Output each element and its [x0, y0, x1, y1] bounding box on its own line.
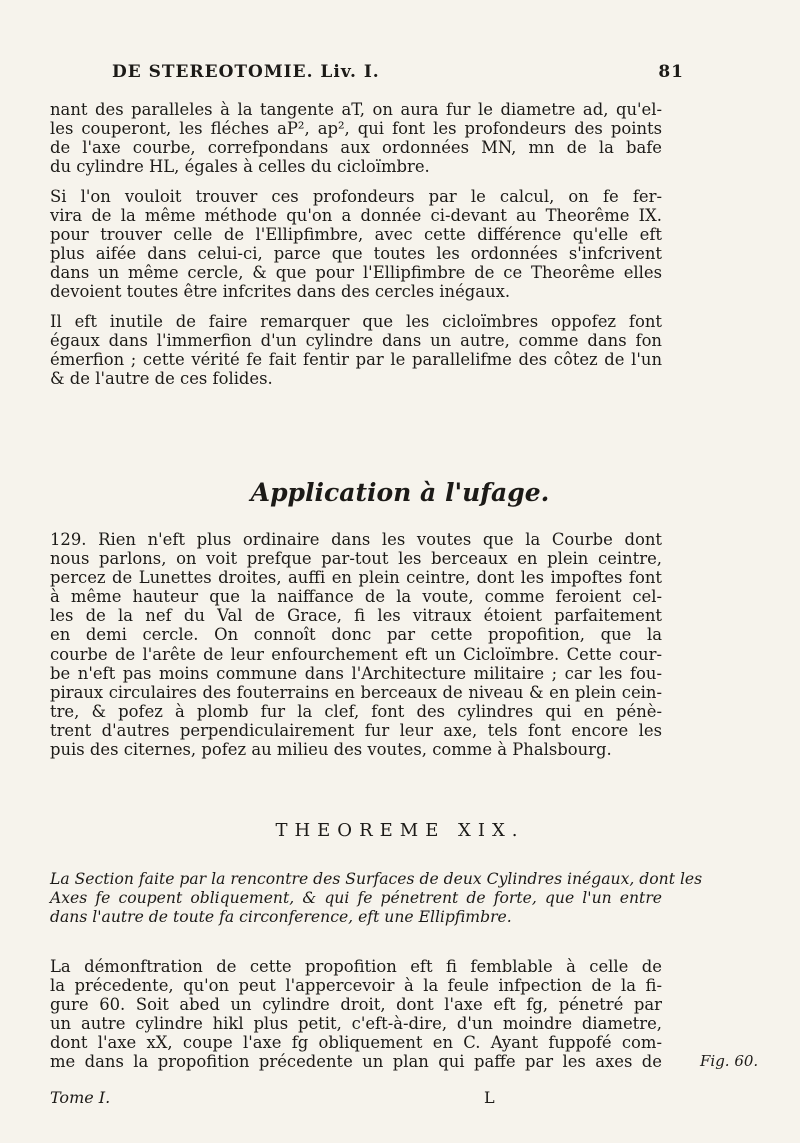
text-line: puis des citernes, pofez au milieu des voutes, comme à Phalsbourg.	[50, 740, 612, 760]
paragraph-continuation	[50, 100, 662, 176]
text-line: courbe de l'arête de leur enfourchement eft un Cicloïmbre. Cette cour-	[50, 644, 662, 664]
text-line: & de l'autre de ces folides.	[50, 369, 273, 389]
text-line: Si l'on vouloit trouver ces profondeurs par le calcul, on fe fer-	[50, 187, 662, 206]
text-line: les de la nef du Val de Grace, fi les vitraux étoient parfaitement	[50, 606, 662, 626]
text-line: du cylindre HL, égales à celles du cicloïmbre.	[50, 157, 430, 177]
text-line: plus aifée dans celui-ci, parce que toutes les ordonnées s'infcrivent	[50, 244, 662, 264]
running-header	[112, 62, 684, 90]
text-line: me dans la propofition précedente un plan qui paffe par les axes de	[50, 1052, 662, 1072]
paragraph-129	[50, 530, 662, 759]
text-line: nant des paralleles à la tangente aT, on aura fur le diametre ad, qu'el-	[50, 100, 662, 119]
text-line: percez de Lunettes droites, auffi en plein ceintre, dont les impoftes font	[50, 568, 662, 588]
text-line: à même hauteur que la naiffance de la voute, comme feroient cel-	[50, 587, 662, 607]
page-number: 81	[658, 62, 684, 82]
text-line: tre, & pofez à plomb fur la clef, font des cylindres qui en pénè-	[50, 701, 662, 721]
text-line: piraux circulaires des fouterrains en berceaux de niveau & en plein cein-	[50, 682, 662, 702]
text-line: 129. Rien n'eft plus ordinaire dans les voutes que la Courbe dont	[50, 530, 662, 549]
text-line: Il eft inutile de faire remarquer que les cicloïmbres oppofez font	[50, 312, 662, 331]
page-footer	[50, 1088, 662, 1108]
text-line: dont l'axe xX, coupe l'axe fg obliquement en C. Ayant fuppofé com-	[50, 1033, 662, 1053]
text-line: émerfion ; cette vérité fe fait fentir par le parallelifme des côtez de l'un	[50, 350, 662, 370]
text-line: dans un même cercle, & que pour l'Ellipfimbre de ce Theorême elles	[50, 263, 662, 283]
signature-mark: L	[484, 1088, 495, 1107]
text-line: un autre cylindre hikl plus petit, c'eft-à-dire, d'un moindre diametre,	[50, 1014, 662, 1034]
text-line: pour trouver celle de l'Ellipfimbre, avec cette différence qu'elle eft	[50, 225, 662, 245]
text-line: en demi cercle. On connoît donc par cette propofition, que la	[50, 625, 662, 645]
text-line: égaux dans l'immerfion d'un cylindre dans un autre, comme dans fon	[50, 331, 662, 351]
paragraph-calcul	[50, 187, 662, 302]
text-line: de l'axe courbe, correfpondans aux ordonnées MN, mn de la bafe	[50, 138, 662, 158]
header-title: DE STEREOTOMIE. Liv. I.	[112, 62, 380, 82]
text-line: les couperont, les fléches aP², ap², qui font les profondeurs des points	[50, 119, 662, 139]
text-line: devoient toutes être infcrites dans des cercles inégaux.	[50, 282, 511, 302]
text-line: trent d'autres perpendiculairement fur leur axe, tels font encore les	[50, 720, 662, 740]
theorem-heading: THEOREME XIX.	[275, 820, 525, 841]
figure-margin-reference: Fig. 60.	[700, 1052, 759, 1070]
paragraph-inutile	[50, 312, 662, 388]
text-line: la précedente, qu'on peut l'appercevoir à la feule infpection de la fi-	[50, 976, 662, 996]
section-title-application: Application à l'ufage.	[250, 478, 550, 507]
text-line: be n'eft pas moins commune dans l'Architecture militaire ; car les fou-	[50, 663, 662, 683]
text-line: vira de la même méthode qu'on a donnée ci-devant au Theorême IX.	[50, 206, 662, 226]
theorem-statement	[50, 870, 703, 927]
tome-label: Tome I.	[50, 1088, 111, 1107]
text-line: La démonftration de cette propofition eft fi femblable à celle de	[50, 957, 662, 976]
text-line: nous parlons, on voit prefque par-tout les berceaux en plein ceintre,	[50, 549, 662, 569]
text-line: Axes fe coupent obliquement, & qui fe pénetrent de forte, que l'un entre	[50, 889, 662, 908]
text-line: dans l'autre de toute fa circonference, eft une Ellipfimbre.	[50, 908, 512, 927]
paragraph-demonstration	[50, 957, 662, 1072]
text-line: gure 60. Soit abed un cylindre droit, dont l'axe eft fg, pénetré par	[50, 995, 662, 1015]
text-line: La Section faite par la rencontre des Surfaces de deux Cylindres inégaux, dont les	[50, 870, 703, 888]
